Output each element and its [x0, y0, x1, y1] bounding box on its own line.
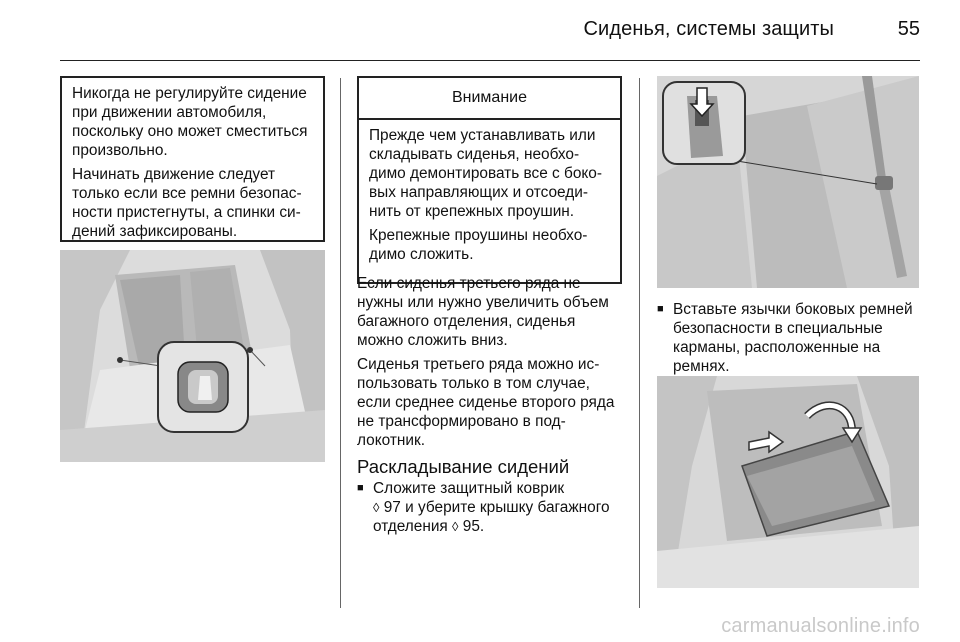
fold-step-1-end: . [479, 518, 485, 535]
attention-box [357, 76, 622, 284]
warning-box [60, 76, 325, 242]
page-ref-2[interactable]: 95 [462, 518, 480, 535]
page-ref-1[interactable]: 97 [383, 499, 401, 516]
header-rule [60, 60, 920, 61]
page-ref-icon: ◊ [373, 500, 380, 515]
middle-text-block [357, 274, 625, 455]
warning-paragraph-2: Начинать движение следует только если все ремни безопасности пристегнуты, а спинки сидений зафиксированы. [72, 166, 302, 240]
page-number: 55 [897, 18, 920, 40]
attention-heading: Внимание [359, 78, 620, 120]
attention-paragraph-1: Прежде чем устанавливать или складывать сиденья, необходимо демонтировать все с боковых направляющих и отсоединить от крепежных проушин. [369, 127, 602, 220]
running-header-title: Сиденья, системы защиты [583, 18, 834, 40]
belt-step-text: Вставьте язычки боковых ремней безопасности в специальные карманы, расположенные на ремнях. [673, 301, 913, 375]
watermark: carmanualsonline.info [721, 615, 920, 637]
belt-step [657, 300, 922, 376]
middle-paragraph-1: Если сиденья третьего ряда не нужны или нужно увеличить объем багажного отделения, сиденья можно сложить вниз. [357, 275, 609, 349]
fold-step-1 [357, 479, 625, 536]
folding-seat-figure [657, 376, 919, 588]
trunk-lashing-eye-figure [60, 250, 325, 462]
bullet-icon: ■ [357, 482, 364, 494]
warning-paragraph-1: Никогда не регулируйте сидение при движении автомобиля, поскольку оно может сместиться произвольно. [72, 85, 308, 159]
middle-paragraph-2: Сиденья третьего ряда можно использовать только в том случае, если среднее сиденье второго ряда не трансформировано в подлокотник. [357, 356, 615, 449]
bullet-icon: ■ [657, 303, 664, 315]
section-heading: Раскладывание сидений [357, 456, 570, 477]
attention-paragraph-2: Крепежные проушины необходимо сложить. [369, 227, 588, 263]
page-ref-icon: ◊ [452, 519, 459, 534]
seat-belt-figure [657, 76, 919, 288]
fold-step-1-text: Сложите защитный коврик [373, 480, 565, 497]
fold-step-1-mid: и уберите крышку багажного отделения [373, 499, 610, 535]
column-divider-right [639, 78, 640, 608]
column-divider-left [340, 78, 341, 608]
